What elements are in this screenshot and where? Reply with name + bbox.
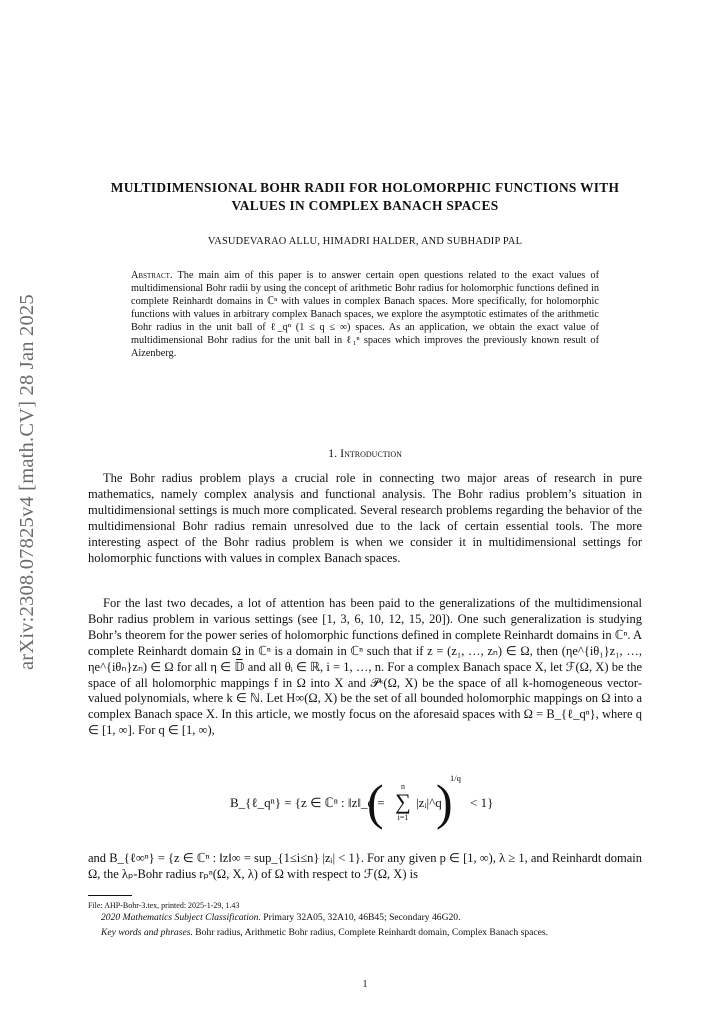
abstract-label: Abstract.: [131, 270, 173, 281]
footnote-rule: [88, 895, 132, 896]
footnote-keywords: [88, 927, 642, 940]
arxiv-stamp: arXiv:2308.07825v4 [math.CV] 28 Jan 2025: [16, 294, 38, 670]
msc-text: Primary 32A05, 32A10, 46B45; Secondary 46G20.: [263, 912, 461, 923]
sum-upper-limit: n: [401, 782, 405, 791]
equation-body: |zᵢ|^q: [416, 795, 442, 810]
right-paren-icon: ): [436, 774, 453, 830]
page-number: 1: [362, 979, 368, 990]
equation-rhs: < 1}: [470, 795, 494, 810]
msc-label: 2020 Mathematics Subject Classification.: [101, 912, 261, 923]
intro-paragraph-1: The Bohr radius problem plays a crucial role in connecting two major areas of research in pure mathematics, namely complex analysis and functional analysis. The Bohr radius problem’s situation in multidimensional settings is much more complicated. Several research problems regarding the behavior of the multidimensional Bohr radius remain unresolved due to the lack of certain essential tools. The more interesting aspect of the Bohr radius problem is when we consider it in multidimensional settings for holomorphic functions with values in complex Banach spaces.: [88, 471, 642, 565]
sum-lower-limit: i=1: [397, 813, 409, 822]
intro-paragraph-3: and B_{ℓ∞ⁿ} = {z ∈ ℂⁿ : ‖z‖∞ = sup_{1≤i≤n} |zᵢ| < 1}. For any given p ∈ [1, ∞), λ ≥ 1, and Reinhardt domain Ω, the λₚ-Bohr radius rₚⁿ(Ω, X, λ) of Ω with respect to ℱ(Ω, X) is: [88, 851, 642, 881]
section-title: Introduction: [340, 446, 402, 460]
paper-authors: VASUDEVARAO ALLU, HIMADRI HALDER, AND SUBHADIP PAL: [207, 236, 523, 247]
sigma-icon: ∑: [395, 789, 411, 814]
equation-exponent: 1/q: [450, 773, 461, 783]
footnote-file: File: AHP-Bohr-3.tex, printed: 2025-1-29, 1.43: [88, 901, 240, 910]
abstract: [131, 269, 599, 360]
footnote-msc: [88, 912, 642, 925]
section-heading: [88, 446, 642, 461]
abstract-text: The main aim of this paper is to answer certain open questions related to the exact values of multidimensional Bohr radii by using the concept of arithmetic Bohr radius for holomorphic functions defined in complete Reinhardt domains in ℂⁿ with values in complex Banach spaces. More specifically, for holomorphic functions with values in arbitrary complex Banach spaces, we explore the asymptotic estimates of the arithmetic Bohr radius in the unit ball of ℓ_qⁿ (1 ≤ q ≤ ∞) spaces. As an application, we obtain the exact value of multidimensional Bohr radius for the unit ball in ℓ₁ⁿ spaces which improves the previously known result of Aizenberg.: [131, 270, 599, 359]
section-number: 1.: [328, 446, 338, 460]
paper-title: MULTIDIMENSIONAL BOHR RADII FOR HOLOMORPHIC FUNCTIONS WITH VALUES IN COMPLEX BANACH SPACES: [110, 180, 620, 213]
keywords-label: Key words and phrases.: [101, 927, 193, 938]
display-equation: [88, 775, 642, 833]
equation-lhs: B_{ℓ_qⁿ} = {z ∈ ℂⁿ : ‖z‖_q =: [230, 795, 385, 810]
left-paren-icon: (: [367, 774, 384, 830]
intro-paragraph-2: For the last two decades, a lot of attention has been paid to the generalizations of the multidimensional Bohr radius problem in various settings (see [1, 3, 6, 10, 12, 15, 20]). One such generalization is studying Bohr’s theorem for the power series of holomorphic functions defined in complete Reinhardt domains in ℂⁿ. A complete Reinhardt domain Ω in ℂⁿ is a domain in ℂⁿ such that if z = (z₁, …, zₙ) ∈ Ω, then (ηe^{iθ₁}z₁, …, ηe^{iθₙ}zₙ) ∈ Ω for all η ∈ 𝔻̅ and all θᵢ ∈ ℝ, i = 1, …, n. For a complex Banach space X, let ℱ(Ω, X) be the space of all holomorphic mappings f in Ω into X and 𝒫ᵏ(Ω, X) be the space of all k-homogeneous vector-valued polynomials, where k ∈ ℕ. Let H∞(Ω, X) be the set of all bounded holomorphic mappings on Ω into a complex Banach space X. In this article, we mostly focus on the aforesaid spaces with Ω = B_{ℓ_qⁿ}, where q ∈ [1, ∞]. For q ∈ [1, ∞),: [88, 596, 642, 738]
keywords-text: Bohr radius, Arithmetic Bohr radius, Complete Reinhardt domain, Complex Banach spaces.: [195, 927, 549, 938]
